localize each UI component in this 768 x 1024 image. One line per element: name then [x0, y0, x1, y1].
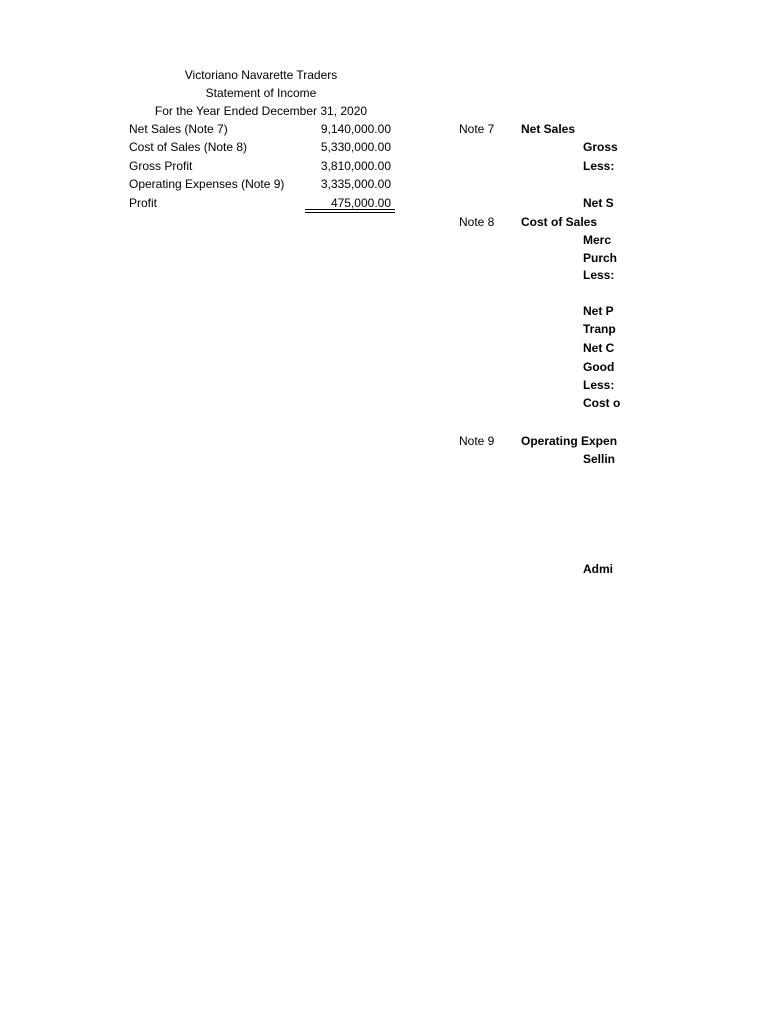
note9-line: Sellin: [583, 452, 616, 466]
statement-title: Statement of Income: [205, 86, 317, 100]
note8-line: Merc: [583, 233, 612, 247]
note8-line: Purch: [583, 251, 618, 265]
note8-number: Note 8: [459, 215, 495, 229]
income-label-profit: Profit: [129, 196, 158, 210]
note8-line: Cost o: [583, 396, 621, 410]
note8-line: Good: [583, 360, 615, 374]
income-label-gross-profit: Gross Profit: [129, 159, 193, 173]
note9-number: Note 9: [459, 434, 495, 448]
note8-line: Tranp: [583, 322, 616, 336]
note7-line: Gross: [583, 140, 618, 154]
company-name: Victoriano Navarette Traders: [184, 68, 338, 82]
note9-title: Operating Expen: [521, 434, 618, 448]
note7-line: Less:: [583, 159, 615, 173]
income-label-operating-expenses: Operating Expenses (Note 9): [129, 177, 285, 191]
income-amount-net-sales: 9,140,000.00: [320, 122, 391, 136]
income-amount-profit: 475,000.00: [330, 196, 391, 210]
note8-line: Net C: [583, 341, 615, 355]
statement-period: For the Year Ended December 31, 2020: [154, 104, 368, 118]
income-label-cost-of-sales: Cost of Sales (Note 8): [129, 140, 248, 154]
note8-title: Cost of Sales: [521, 215, 598, 229]
income-label-net-sales: Net Sales (Note 7): [129, 122, 228, 136]
note7-line: Net S: [583, 196, 614, 210]
note9-line: Admi: [583, 562, 613, 576]
note7-title: Net Sales: [521, 122, 576, 136]
note8-line: Less:: [583, 268, 615, 282]
income-amount-cost-of-sales: 5,330,000.00: [320, 140, 391, 154]
note7-number: Note 7: [459, 122, 495, 136]
note8-line: Less:: [583, 378, 615, 392]
note8-line: Net P: [583, 304, 614, 318]
income-amount-operating-expenses: 3,335,000.00: [320, 177, 391, 191]
double-underline: [305, 209, 395, 213]
income-amount-gross-profit: 3,810,000.00: [320, 159, 391, 173]
